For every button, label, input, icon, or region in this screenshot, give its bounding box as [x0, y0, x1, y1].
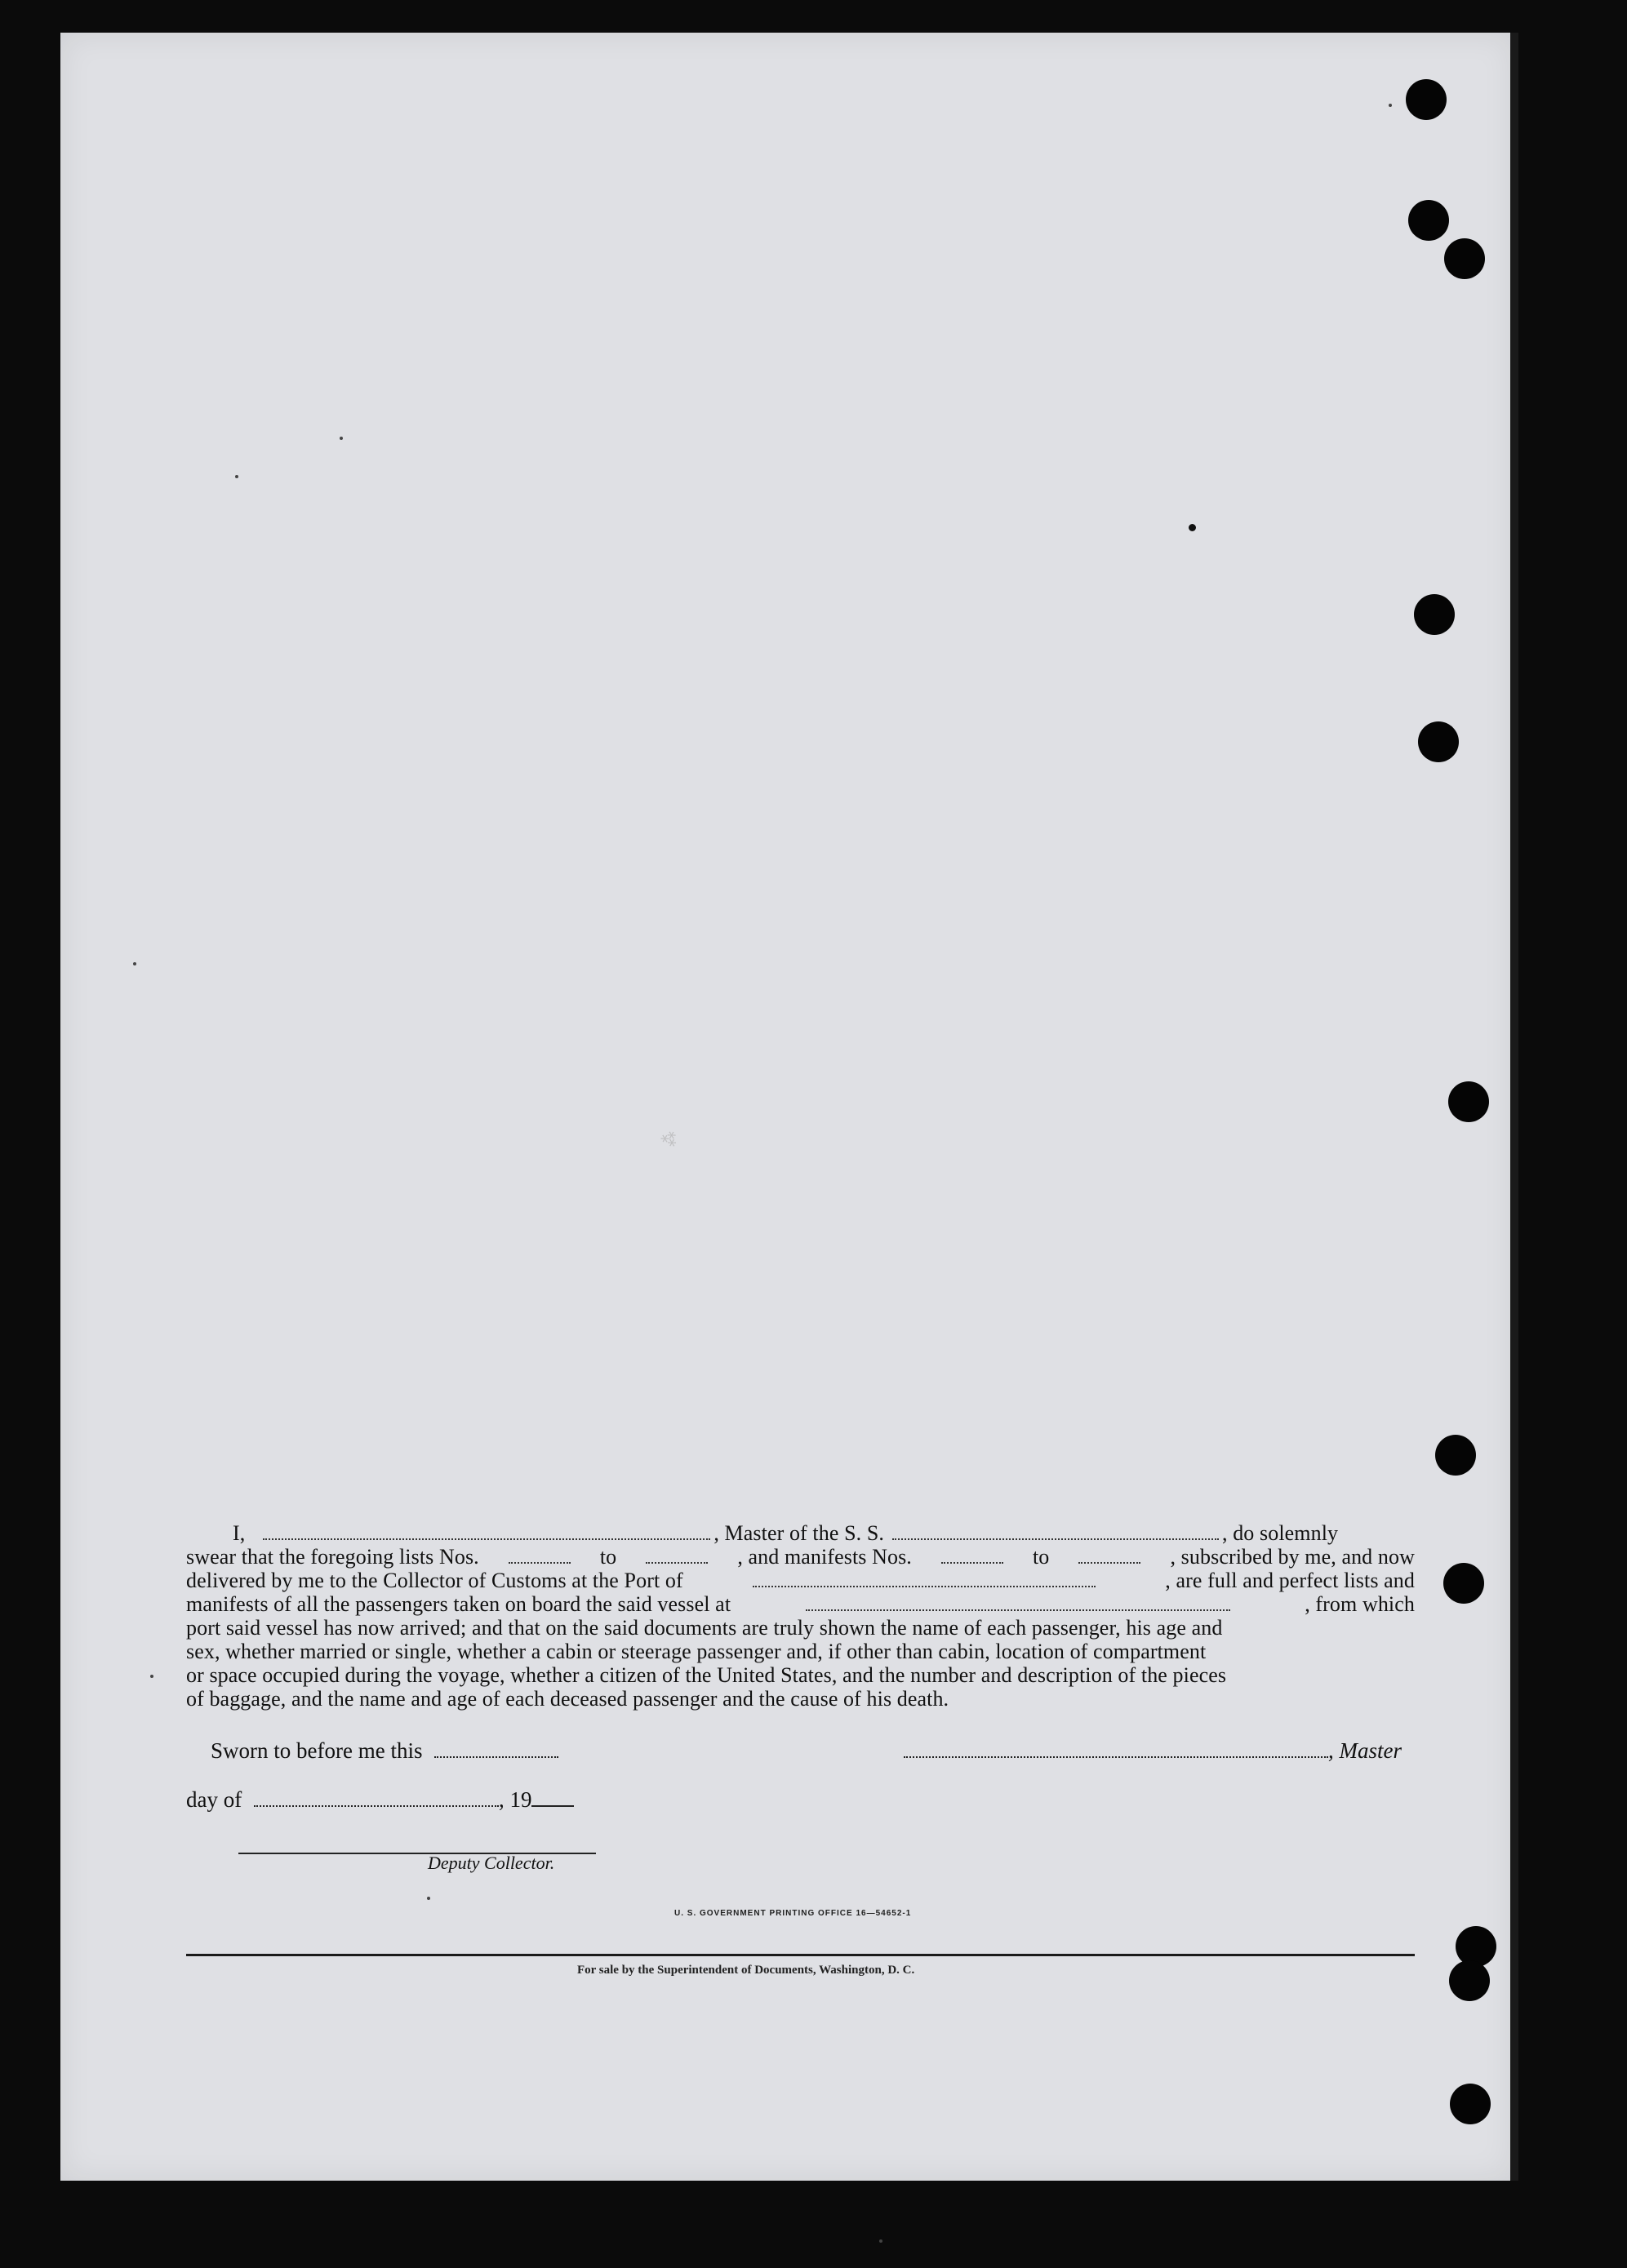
dust-speck	[150, 1675, 153, 1678]
master-name-field[interactable]	[263, 1522, 710, 1540]
printer-imprint: U. S. GOVERNMENT PRINTING OFFICE 16—54652-1	[674, 1909, 912, 1918]
punch-hole	[1406, 79, 1447, 120]
page-edge-shadow	[1510, 33, 1518, 2181]
oath-text: I,	[233, 1521, 246, 1545]
oath-text: swear that the foregoing lists Nos.	[186, 1545, 479, 1569]
port-field[interactable]	[753, 1569, 1096, 1587]
sworn-label: Sworn to before me this	[211, 1738, 423, 1763]
oath-line-4	[186, 1592, 1415, 1616]
punch-hole	[1435, 1435, 1476, 1476]
oath-text: , and manifests Nos.	[737, 1545, 912, 1569]
punch-hole	[1450, 2084, 1491, 2124]
lists-to-field[interactable]	[646, 1546, 708, 1564]
oath-text: , Master of the S. S.	[713, 1521, 884, 1545]
sale-note: For sale by the Superintendent of Documents, Washington, D. C.	[577, 1964, 915, 1977]
month-field[interactable]	[254, 1789, 499, 1807]
faint-stamp-mark: ⁂	[657, 1127, 681, 1152]
footer-rule	[186, 1954, 1415, 1956]
dust-speck	[235, 475, 238, 478]
lists-from-field[interactable]	[509, 1546, 571, 1564]
oath-line-5: port said vessel has now arrived; and that on the said documents are truly shown the name of each passenger, his age and	[186, 1616, 1223, 1640]
oath-text: , from which	[1305, 1592, 1415, 1616]
day-of-line	[186, 1787, 574, 1813]
deputy-signature-field[interactable]	[238, 1836, 596, 1854]
oath-line-3	[186, 1569, 1415, 1592]
oath-line-7: or space occupied during the voyage, whether a citizen of the United States, and the number and description of the pieces	[186, 1663, 1227, 1687]
oath-text: delivered by me to the Collector of Customs at the Port of	[186, 1569, 683, 1592]
oath-text: , subscribed by me, and now	[1170, 1545, 1415, 1569]
oath-line-6: sex, whether married or single, whether a cabin or steerage passenger and, if other than cabin, location of compartment	[186, 1640, 1207, 1663]
embark-port-field[interactable]	[806, 1593, 1230, 1611]
oath-text: manifests of all the passengers taken on board the said vessel at	[186, 1592, 731, 1616]
dust-speck	[879, 2239, 882, 2243]
punch-hole	[1448, 1081, 1489, 1122]
dust-speck	[340, 437, 343, 440]
ship-name-field[interactable]	[892, 1522, 1219, 1540]
punch-hole	[1444, 238, 1485, 279]
dust-speck	[427, 1897, 430, 1900]
punch-hole	[1414, 594, 1455, 635]
dust-speck	[1389, 104, 1392, 107]
sworn-date-field[interactable]	[434, 1740, 558, 1758]
master-label: , Master	[1328, 1738, 1402, 1763]
deputy-label: Deputy Collector.	[428, 1853, 555, 1873]
punch-hole	[1449, 1960, 1490, 2001]
oath-text: to	[1032, 1545, 1050, 1569]
master-signature-line	[904, 1738, 1402, 1764]
sworn-line	[211, 1738, 558, 1764]
punch-hole	[1418, 721, 1459, 762]
manifests-to-field[interactable]	[1078, 1546, 1140, 1564]
day-of-label: day of	[186, 1787, 242, 1812]
dust-speck	[133, 962, 136, 965]
dust-speck	[1189, 524, 1196, 531]
oath-line-8: of baggage, and the name and age of each deceased passenger and the cause of his death.	[186, 1687, 949, 1711]
oath-text: , do solemnly	[1222, 1521, 1339, 1545]
oath-text: to	[599, 1545, 617, 1569]
year-prefix: , 19	[498, 1787, 532, 1812]
oath-line-1	[186, 1521, 1415, 1545]
year-field[interactable]	[531, 1789, 574, 1807]
master-signature-field[interactable]	[904, 1740, 1328, 1758]
oath-line-2	[186, 1545, 1415, 1569]
oath-text: , are full and perfect lists and	[1165, 1569, 1415, 1592]
master-oath	[186, 1521, 1415, 1711]
manifests-from-field[interactable]	[941, 1546, 1003, 1564]
punch-hole	[1408, 200, 1449, 241]
punch-hole	[1443, 1563, 1484, 1604]
